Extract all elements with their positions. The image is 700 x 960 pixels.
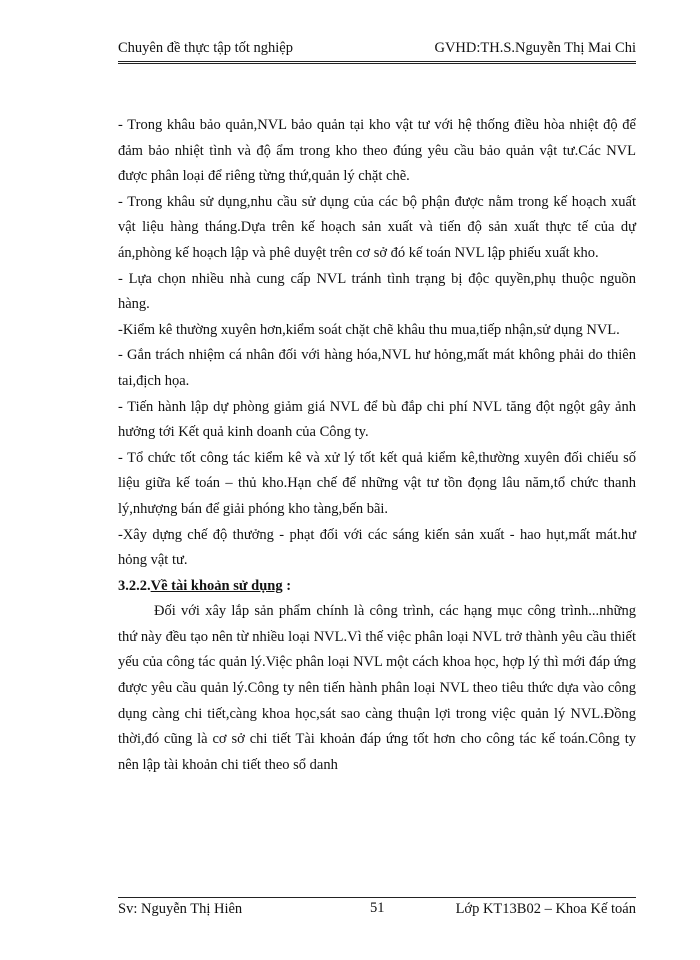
bullet-storage: - Trong khâu bảo quản,NVL bảo quản tại kho vật tư với hệ thống điều hòa nhiệt độ để đảm bảo nhiệt tình và độ ẩm trong kho theo đúng yêu cầu bảo quản vật tư.Các NVL được phân loại để riêng từng thứ,quản lý chặt chẽ.	[118, 117, 636, 185]
page-header	[118, 40, 636, 64]
bullet-provision: - Tiến hành lập dự phòng giảm giá NVL để bù đắp chi phí NVL tăng đột ngột gây ảnh hưởng tới Kết quả kinh doanh của Công ty.	[118, 398, 636, 441]
page-footer	[118, 897, 636, 918]
body-paragraph: Đối với xây lắp sản phẩm chính là công trình, các hạng mục công trình...những thứ này đều tạo nên từ nhiều loại NVL.Vì thế việc phân loại NVL trở thành yêu cầu thiết yếu của công tác quản lý.Việc phân loại NVL một cách khoa học, hợp lý thì mới đáp ứng được yêu cầu quản lý.Công ty nên tiến hành phân loại NVL theo tiêu thức dựa vào công dụng càng chi tiết,càng khoa học,sát sao càng thuận lợi trong việc quản lý NVL.Đồng thời,đó cũng là cơ sở chi tiết Tài khoản đáp ứng tốt hơn cho công tác kế toán.Công ty nên lập tài khoản chi tiết theo sổ danh	[118, 603, 636, 773]
page-number: 51	[370, 900, 385, 916]
header-title: Chuyên đề thực tập tốt nghiệp	[118, 40, 293, 56]
page-content	[118, 113, 636, 778]
section-number: 3.2.2.	[118, 577, 151, 594]
bullet-reward-penalty: -Xây dựng chế độ thưởng - phạt đối với các sáng kiến sản xuất - hao hụt,mất mát.hư hỏng vật tư.	[118, 526, 636, 569]
section-title-text: Về tài khoản sử dụng	[150, 577, 283, 594]
footer-student: Sv: Nguyễn Thị Hiên	[118, 901, 243, 917]
header-advisor: GVHD:TH.S.Nguyễn Thị Mai Chi	[434, 40, 636, 56]
bullet-stocktake: - Tổ chức tốt công tác kiểm kê và xử lý tốt kết quả kiểm kê,thường xuyên đối chiếu số liệu giữa kế toán – thủ kho.Hạn chế để những vật tư tồn đọng lâu năm,tổ chức thanh lý,nhượng bán để giải phóng kho tàng,bến bãi.	[118, 449, 636, 517]
bullet-inventory-check: -Kiểm kê thường xuyên hơn,kiểm soát chặt chẽ khâu thu mua,tiếp nhận,sử dụng NVL.	[118, 321, 620, 338]
section-heading	[118, 574, 636, 600]
footer-class: Lớp KT13B02 – Khoa Kế toán	[455, 901, 636, 917]
section-suffix: :	[282, 577, 292, 594]
bullet-usage: - Trong khâu sử dụng,nhu cầu sử dụng của các bộ phận được nằm trong kế hoạch xuất vật liệu hàng tháng.Dựa trên kế hoạch sản xuất và tiến độ sản xuất thực tế của dự án,phòng kế hoạch lập và phê duyệt trên cơ sở đó kế toán NVL lập phiếu xuất kho.	[118, 193, 636, 261]
bullet-responsibility: - Gắn trách nhiệm cá nhân đối với hàng hóa,NVL hư hỏng,mất mát không phải do thiên tai,địch họa.	[118, 347, 636, 389]
bullet-suppliers: - Lựa chọn nhiều nhà cung cấp NVL tránh tình trạng bị độc quyền,phụ thuộc nguồn hàng.	[118, 270, 636, 313]
